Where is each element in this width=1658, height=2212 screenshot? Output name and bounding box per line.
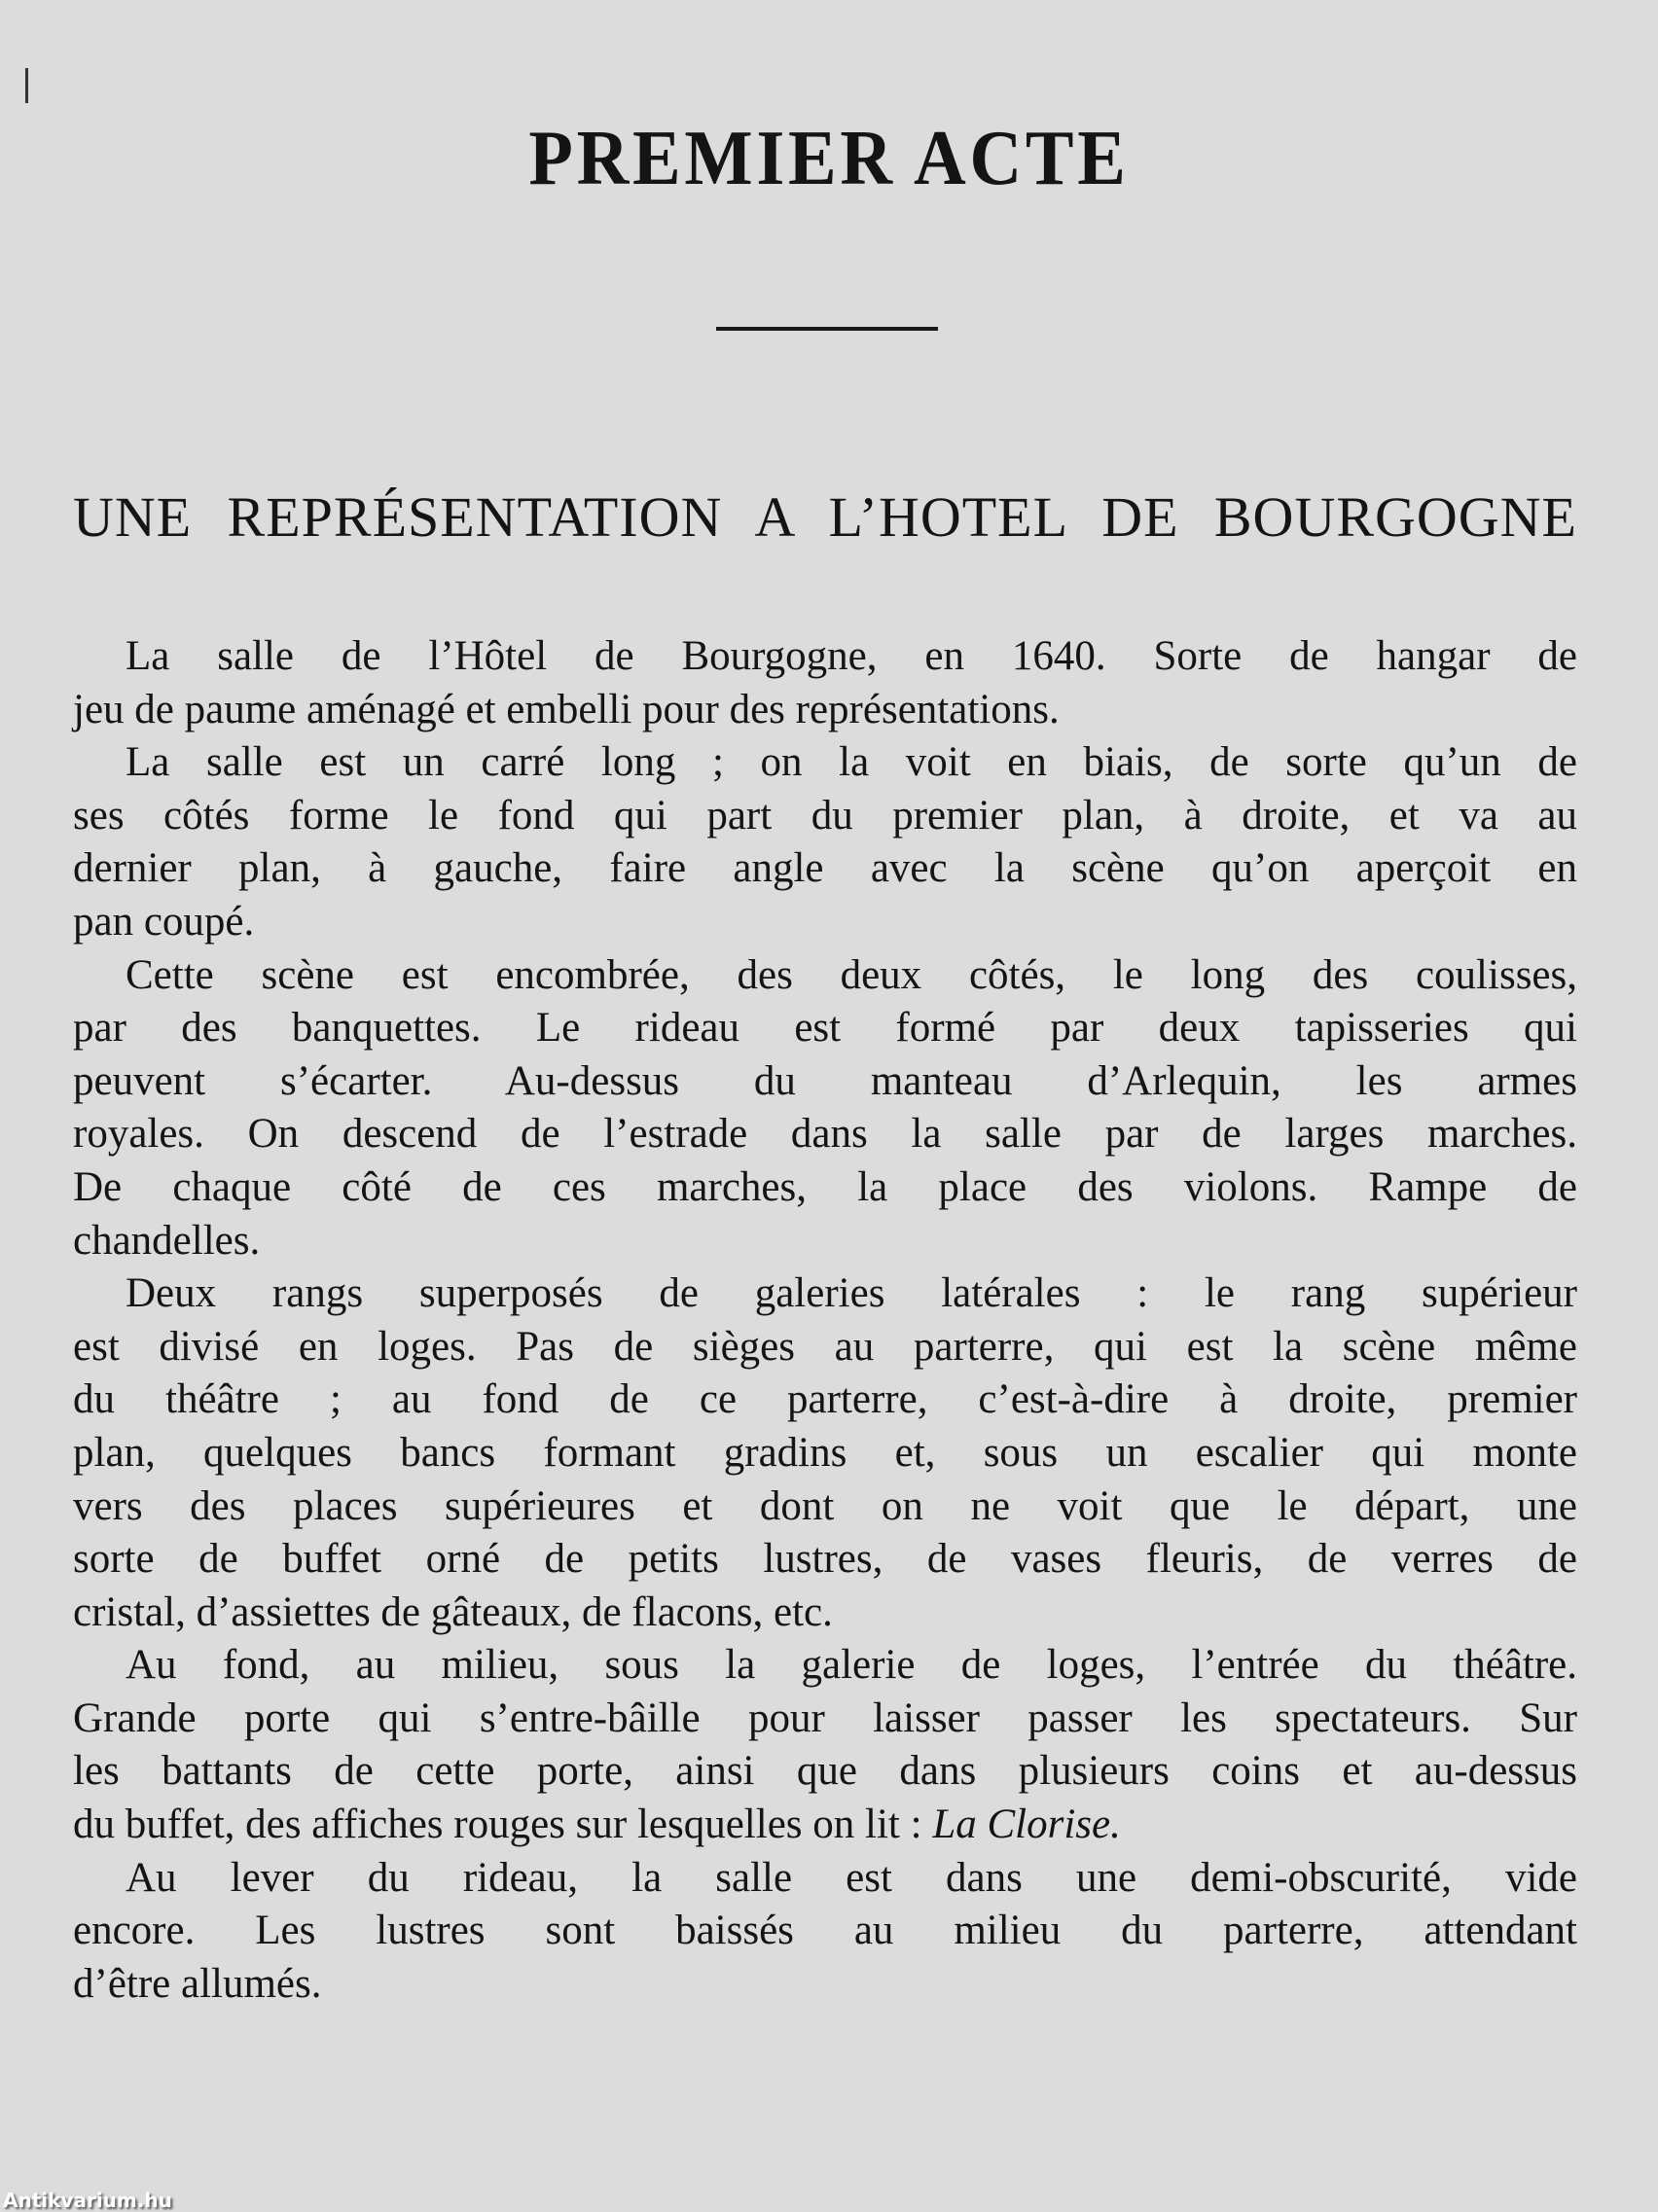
- text-line: [73, 1852, 1577, 1906]
- text-line: [73, 1321, 1577, 1374]
- paragraph: [73, 949, 1577, 1268]
- line-text: peuvent s’écarter. Au-dessus du manteau d’Arlequin, les armes: [73, 1057, 1577, 1104]
- line-text: ses côtés forme le fond qui part du premier plan, à droite, et va au: [73, 792, 1577, 838]
- line-text: est divisé en loges. Pas de sièges au parterre, qui est la scène même: [73, 1323, 1577, 1370]
- line-text: Grande porte qui s’entre-bâille pour laisser passer les spectateurs. Sur: [73, 1695, 1577, 1741]
- text-line: [73, 790, 1577, 843]
- line-text: Au fond, au milieu, sous la galerie de loges, l’entrée du théâtre.: [126, 1642, 1577, 1689]
- text-line: [73, 1002, 1577, 1055]
- text-line: [73, 684, 1577, 737]
- text-line: [73, 1267, 1577, 1321]
- scan-mark: [25, 68, 28, 103]
- text-line: [73, 1693, 1577, 1746]
- text-line: [73, 949, 1577, 1003]
- line-text: encore. Les lustres sont baissés au milieu du parterre, attendant: [73, 1908, 1577, 1954]
- paragraph: [73, 736, 1577, 948]
- text-line: [73, 1958, 1577, 2012]
- text-line: [73, 842, 1577, 896]
- line-text: vers des places supérieures et dont on ne voit que le départ, une: [73, 1482, 1577, 1529]
- line-text: d’être allumés.: [73, 1960, 322, 2007]
- text-line: [73, 1745, 1577, 1799]
- line-text: La salle est un carré long ; on la voit en biais, de sorte qu’un de: [126, 739, 1577, 786]
- paragraph: [73, 1639, 1577, 1851]
- line-text: les battants de cette porte, ainsi que dans plusieurs coins et au-dessus: [73, 1748, 1577, 1795]
- section-subtitle: UNE REPRÉSENTATION A L’HOTEL DE BOURGOGNE: [73, 485, 1577, 549]
- text-line: [73, 1108, 1577, 1161]
- line-text: De chaque côté de ces marches, la place des violons. Rampe de: [73, 1163, 1577, 1210]
- watermark: Antikvarium.hu: [3, 2189, 172, 2212]
- line-text: jeu de paume aménagé et embelli pour des représentations.: [73, 686, 1060, 732]
- body-text: [73, 630, 1577, 2011]
- line-text: royales. On descend de l’estrade dans la salle par de larges marches.: [73, 1111, 1577, 1158]
- line-text: Deux rangs superposés de galeries latérales : le rang supérieur: [126, 1270, 1577, 1317]
- line-text: La salle de l’Hôtel de Bourgogne, en 1640. Sorte de hangar de: [126, 633, 1577, 679]
- page-title: PREMIER ACTE: [528, 116, 1130, 201]
- text-line: [73, 1374, 1577, 1427]
- line-text: dernier plan, à gauche, faire angle avec la scène qu’on aperçoit en: [73, 845, 1577, 892]
- line-text: du théâtre ; au fond de ce parterre, c’est-à-dire à droite, premier: [73, 1376, 1577, 1423]
- line-text: sorte de buffet orné de petits lustres, de vases fleuris, de verres de: [73, 1536, 1577, 1583]
- text-line: [73, 1533, 1577, 1587]
- line-text: du buffet, des affiches rouges sur lesquelles on lit :: [73, 1802, 933, 1848]
- play-title-italic: La Clorise.: [932, 1802, 1121, 1848]
- text-line: [73, 1799, 1577, 1852]
- paragraph: [73, 630, 1577, 736]
- text-line: [73, 1905, 1577, 1958]
- line-text: Au lever du rideau, la salle est dans une demi-obscurité, vide: [126, 1854, 1577, 1901]
- text-line: [73, 1481, 1577, 1534]
- paragraph: [73, 1852, 1577, 2012]
- line-text: pan coupé.: [73, 898, 255, 945]
- line-text: Cette scène est encombrée, des deux côtés, le long des coulisses,: [126, 951, 1577, 998]
- line-text: cristal, d’assiettes de gâteaux, de flacons, etc.: [73, 1588, 833, 1635]
- line-text: par des banquettes. Le rideau est formé par deux tapisseries qui: [73, 1005, 1577, 1052]
- text-line: [73, 1639, 1577, 1693]
- text-line: [73, 1055, 1577, 1109]
- text-line: [73, 1161, 1577, 1215]
- text-line: [73, 1587, 1577, 1640]
- line-text: plan, quelques bancs formant gradins et, sous un escalier qui monte: [73, 1429, 1577, 1476]
- text-line: [73, 736, 1577, 790]
- paragraph: [73, 1267, 1577, 1639]
- text-line: [73, 1427, 1577, 1481]
- text-line: [73, 630, 1577, 684]
- line-text: chandelles.: [73, 1217, 261, 1264]
- text-line: [73, 896, 1577, 949]
- text-line: [73, 1215, 1577, 1268]
- divider-rule: [716, 327, 938, 331]
